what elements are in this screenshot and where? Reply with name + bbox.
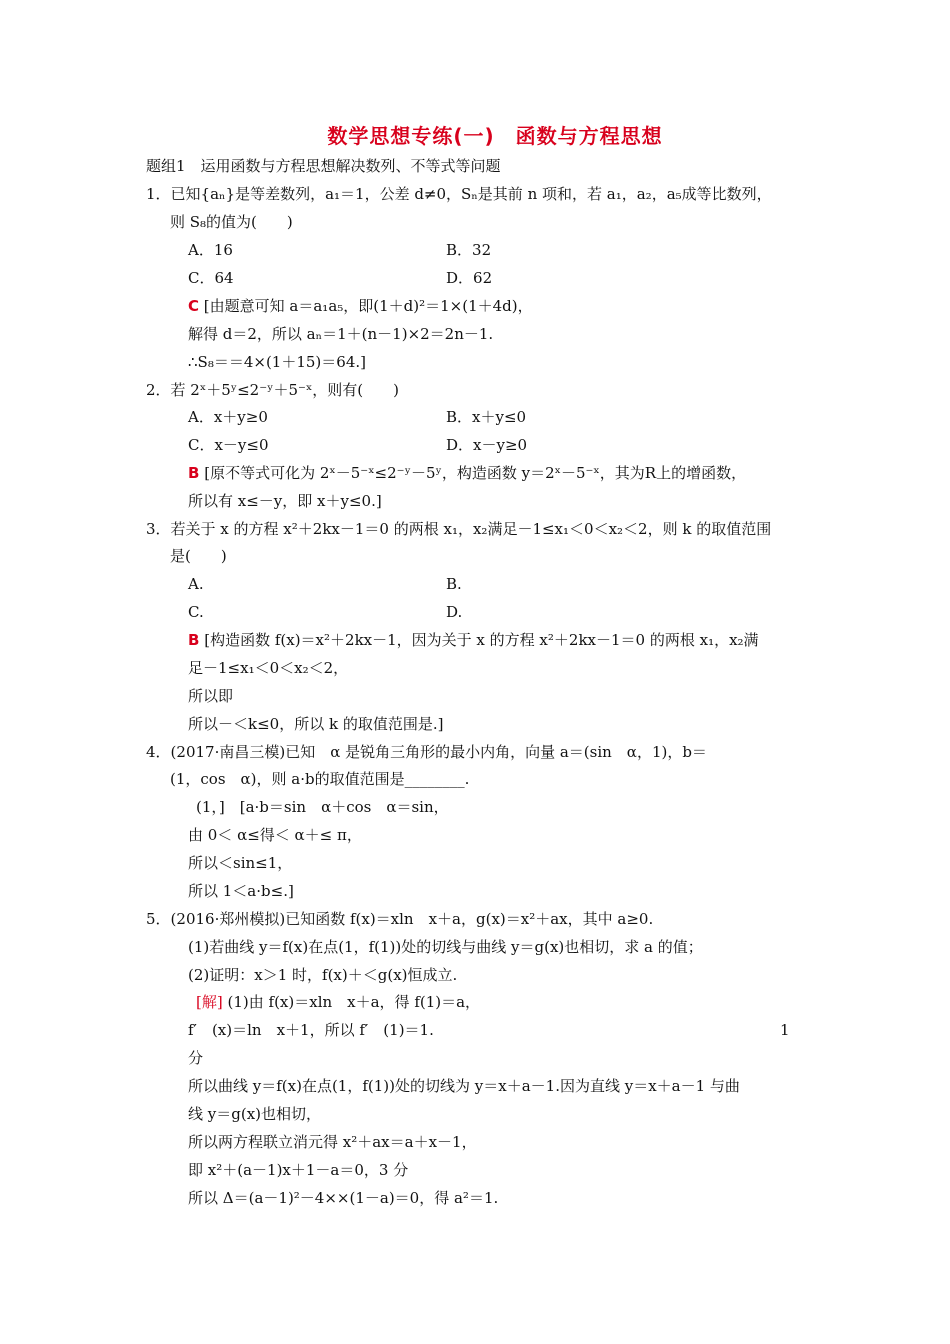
q3-stem-line1: 3．若关于 x 的方程 x²＋2kx－1＝0 的两根 x₁，x₂满足－1≤x₁＜0＜x₂＜2，则 k 的取值范围	[146, 520, 772, 538]
q1-option-c: C．64	[188, 269, 234, 287]
q1-solution-text: [由题意可知 a＝a₁a₅，即(1＋d)²＝1×(1＋4d)，	[203, 297, 533, 315]
q2-option-b: B．x＋y≤0	[446, 408, 527, 426]
q3-solution-text: [构造函数 f(x)＝x²＋2kx－1，因为关于 x 的方程 x²＋2kx－1＝0 的两根 x₁，x₂满	[204, 631, 759, 649]
q1-solution-line3: ∴S₈＝＝4×(1＋15)＝64.]	[188, 353, 366, 371]
q5-score-number: 1	[780, 1021, 790, 1039]
q4-stem-line2: (1，cos α)，则 a·b的取值范围是________.	[170, 770, 470, 788]
q3-answer: B	[188, 631, 200, 649]
q1-stem-line1: 1．已知{aₙ}是等差数列，a₁＝1，公差 d≠0，Sₙ是其前 n 项和，若 a₁，a₂，a₅成等比数列，	[146, 185, 772, 203]
q5-part2: (2)证明：x＞1 时，f(x)＋＜g(x)恒成立.	[188, 966, 458, 984]
q1-answer: C	[188, 297, 200, 315]
q2-stem: 2．若 2ˣ＋5ʸ≤2⁻ʸ＋5⁻ˣ，则有( )	[146, 381, 400, 399]
group-heading: 题组1 运用函数与方程思想解决数列、不等式等问题	[146, 157, 501, 175]
q4-answer-line1: (1，] [a·b＝sin α＋cos α＝sin，	[196, 798, 449, 816]
page-title: 数学思想专练(一) 函数与方程思想	[327, 124, 663, 148]
q4-answer-line4: 所以 1＜a·b≤.]	[188, 882, 294, 900]
q3-solution-line1	[188, 630, 759, 650]
q2-solution-text: [原不等式可化为 2ˣ－5⁻ˣ≤2⁻ʸ－5ʸ，构造函数 y＝2ˣ－5⁻ˣ，其为R上的增函数，	[204, 464, 747, 482]
q3-option-a: A.	[188, 575, 204, 593]
q5-stem: 5．(2016·郑州模拟)已知函数 f(x)＝xln x＋a，g(x)＝x²＋ax，其中 a≥0.	[146, 910, 654, 928]
q3-solution-line4: 所以－＜k≤0，所以 k 的取值范围是.]	[188, 715, 444, 733]
q3-option-c: C.	[188, 603, 204, 621]
q1-stem-line2: 则 S₈的值为( )	[170, 213, 293, 231]
q3-stem-line2: 是( )	[170, 547, 227, 565]
q4-stem-line1: 4．(2017·南昌三模)已知 α 是锐角三角形的最小内角，向量 a＝(sin α，1)，b＝	[146, 743, 707, 761]
q2-solution-line2: 所以有 x≤－y，即 x＋y≤0.]	[188, 492, 382, 510]
q2-solution-line1	[188, 463, 746, 483]
q3-solution-line3: 所以即	[188, 687, 234, 705]
q4-answer-line3: 所以＜sin≤1，	[188, 854, 293, 872]
q5-solution-line6: 即 x²＋(a－1)x＋1－a＝0，3 分	[188, 1161, 409, 1179]
q1-option-d: D．62	[446, 269, 493, 287]
q5-solution-line1	[196, 992, 480, 1012]
q5-part1: (1)若曲线 y＝f(x)在点(1，f(1))处的切线与曲线 y＝g(x)也相切，求 a 的值；	[188, 938, 703, 956]
q5-solution-line2: f′ (x)＝ln x＋1，所以 f′ (1)＝1.	[188, 1021, 434, 1039]
q5-solution-line3: 所以曲线 y＝f(x)在点(1，f(1))处的切线为 y＝x＋a－1.因为直线 y＝x＋a－1 与曲	[188, 1077, 740, 1095]
q5-jie-label: [解]	[196, 993, 223, 1011]
q1-option-a: A．16	[188, 241, 233, 259]
q2-option-c: C．x－y≤0	[188, 436, 269, 454]
q1-solution-line1	[188, 296, 533, 316]
q3-solution-line2: 足－1≤x₁＜0＜x₂＜2，	[188, 659, 349, 677]
q2-option-a: A．x＋y≥0	[188, 408, 268, 426]
q1-solution-line2: 解得 d＝2，所以 aₙ＝1＋(n－1)×2＝2n－1.	[188, 325, 494, 343]
q1-option-b: B．32	[446, 241, 492, 259]
q2-option-d: D．x－y≥0	[446, 436, 528, 454]
q5-score-unit: 分	[188, 1049, 204, 1067]
q5-solution-line5: 所以两方程联立消元得 x²＋ax＝a＋x－1，	[188, 1133, 477, 1151]
q5-solution-line7: 所以 Δ＝(a－1)²－4××(1－a)＝0，得 a²＝1.	[188, 1189, 499, 1207]
q4-answer-line2: 由 0＜ α≤得＜ α＋≤ π，	[188, 826, 362, 844]
q5-solution-text: (1)由 f(x)＝xln x＋a，得 f(1)＝a，	[227, 993, 481, 1011]
q3-option-d: D.	[446, 603, 463, 621]
q3-option-b: B.	[446, 575, 462, 593]
q5-solution-line4: 线 y＝g(x)也相切，	[188, 1105, 322, 1123]
q2-answer: B	[188, 464, 200, 482]
